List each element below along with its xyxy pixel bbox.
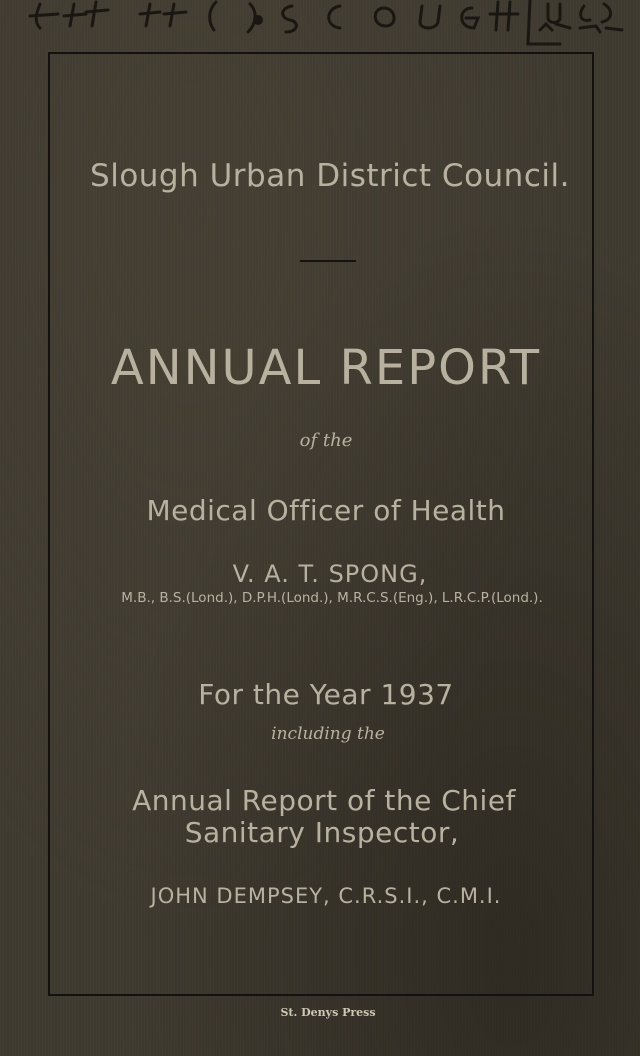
including-text: including the: [271, 724, 385, 744]
title-divider: [300, 260, 356, 262]
report-year: For the Year 1937: [198, 678, 454, 711]
council-title: Slough Urban District Council.: [90, 158, 570, 194]
press-imprint: St. Denys Press: [280, 1006, 376, 1019]
inspector-report-line-1: Annual Report of the Chief: [132, 784, 516, 817]
of-the-text: of the: [299, 430, 353, 451]
officer-qualifications: M.B., B.S.(Lond.), D.P.H.(Lond.), M.R.C.S.(Eng.), L.R.C.P.(Lond.).: [121, 590, 543, 606]
report-subtitle: Medical Officer of Health: [146, 494, 506, 527]
officer-name: V. A. T. SPONG,: [232, 560, 428, 588]
inspector-report-line-2: Sanitary Inspector,: [184, 816, 460, 849]
report-headline: ANNUAL REPORT: [110, 340, 542, 396]
handwritten-annotation: [0, 0, 640, 48]
inspector-name: JOHN DEMPSEY, C.R.S.I., C.M.I.: [150, 884, 502, 908]
